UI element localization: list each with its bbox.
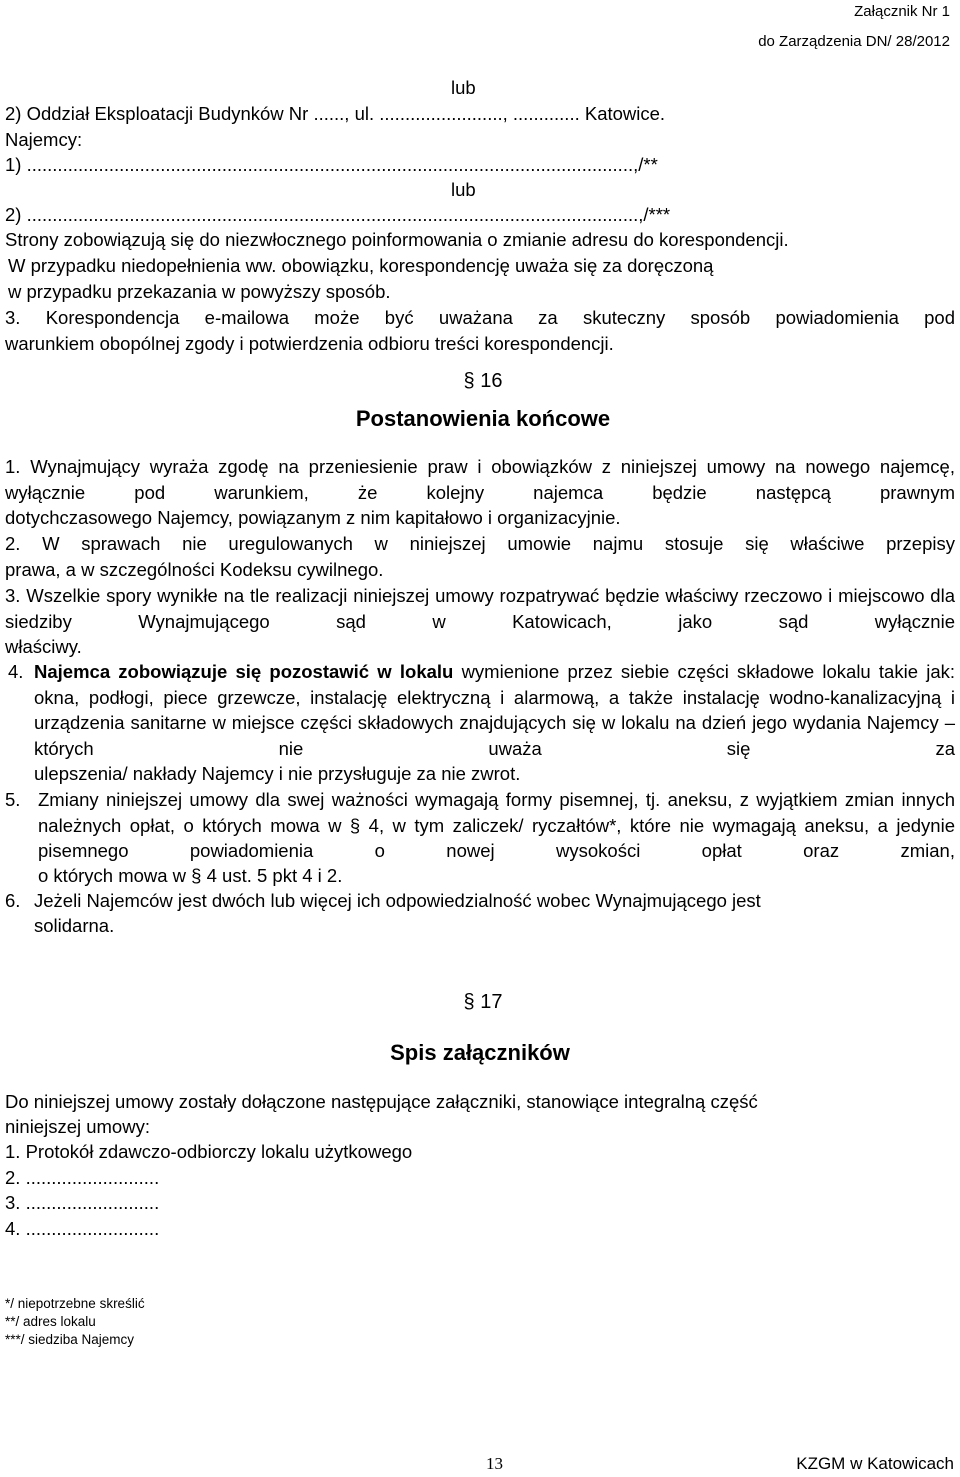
provision-5-number: 5. <box>5 789 21 810</box>
organization-name: KZGM w Katowicach <box>796 1454 954 1473</box>
provision-4-number: 4. <box>8 661 24 682</box>
attachment-item: 3. .......................... <box>5 1192 160 1213</box>
section-16-number: § 16 <box>463 370 503 392</box>
attachments-intro-line-1: Do niniejszej umowy zostały dołączone następujące załączniki, stanowiące integralną część <box>5 1091 758 1112</box>
branch-address-line: 2) Oddział Eksploatacji Budynków Nr ......, ul. ........................, ............. Katowice. <box>5 103 666 124</box>
final-provision-1: 1. Wynajmujący wyraża zgodę na przeniesienie praw i obowiązków z niniejszej umowy na nowego najemcę, wyłącznie pod warunkiem, że kolejny najemca będzie następcą prawnym <box>5 456 955 503</box>
footnote: **/ adres lokalu <box>5 1314 96 1329</box>
section-16-title: Postanowienia końcowe <box>355 406 611 431</box>
final-provision-1-last-line: dotychczasowego Najemcy, powiązanym z nim kapitałowo i organizacyjnie. <box>5 507 621 528</box>
provision-4-text: wymienione przez siebie części składowe lokalu takie jak: okna, podłogi, piece grzewcze, instalację elektryczną i alarmową, a także instalację wodno-kanalizacyjną i urządzenia sanitarne w miejsce części składowych znajdujących się w lokalu na dzień jego wydania Najemcy – których nie uważa się za <box>34 661 955 759</box>
section-17-number: § 17 <box>463 991 503 1013</box>
final-provision-2-last-line: prawa, a w szczególności Kodeksu cywilnego. <box>5 559 384 580</box>
footnote: */ niepotrzebne skreślić <box>5 1296 145 1311</box>
attachment-item: 2. .......................... <box>5 1167 160 1188</box>
final-provision-3: 3. Wszelkie spory wynikłe na tle realizacji niniejszej umowy rozpatrywać będzie właściwy rzeczowo i miejscowo dla siedziby Wynajmującego sąd w Katowicach, jako sąd wyłącznie <box>5 585 955 632</box>
tenant-line-2: 2) .......................................................................................................................,/*** <box>5 204 671 225</box>
attachment-item: 4. .......................... <box>5 1218 160 1239</box>
section-17-title: Spis załączników <box>390 1040 570 1065</box>
tenant-line-1: 1) ......................................................................................................................,/** <box>5 154 658 175</box>
attachments-intro-line-2: niniejszej umowy: <box>5 1116 150 1137</box>
final-provision-5-last-line: o których mowa w § 4 ust. 5 pkt 4 i 2. <box>38 865 343 886</box>
tenants-label: Najemcy: <box>5 129 83 150</box>
final-provision-4-last-line: ulepszenia/ nakłady Najemcy i nie przysługuje za nie zwrot. <box>34 763 521 784</box>
final-provision-3-last-line: właściwy. <box>5 636 82 657</box>
provision-6-number: 6. <box>5 890 21 911</box>
page-number: 13 <box>486 1454 503 1473</box>
delivery-clause-line-1: W przypadku niedopełnienia ww. obowiązku, korespondencję uważa się za doręczoną <box>8 255 714 276</box>
email-clause-line-1: 3. Korespondencja e-mailowa może być uważana za skuteczny sposób powiadomienia pod <box>5 307 955 328</box>
delivery-clause-line-2: w przypadku przekazania w powyższy sposób. <box>8 281 391 302</box>
or-separator: lub <box>451 179 476 200</box>
final-provision-5: Zmiany niniejszej umowy dla swej ważności wymagają formy pisemnej, tj. aneksu, z wyjątkiem zmian innych należnych opłat, o których mowa w § 4, w tym zaliczek/ ryczałtów*, które nie wymagają aneksu, a jedynie pisemnego powiadomienia o nowej wysokości opłat oraz zmian, <box>38 789 955 861</box>
footnote: ***/ siedziba Najemcy <box>5 1332 135 1347</box>
attachment-item: 1. Protokół zdawczo-odbiorczy lokalu użytkowego <box>5 1141 413 1162</box>
address-change-clause: Strony zobowiązują się do niezwłocznego poinformowania o zmianie adresu do korespondencji. <box>5 229 789 250</box>
regulation-reference: do Zarządzenia DN/ 28/2012 <box>758 33 950 50</box>
attachment-label: Załącznik Nr 1 <box>854 3 950 20</box>
email-clause-line-2: warunkiem obopólnej zgody i potwierdzenia odbioru treści korespondencji. <box>5 333 614 354</box>
final-provision-4 <box>34 659 955 761</box>
final-provision-2: 2. W sprawach nie uregulowanych w niniejszej umowie najmu stosuje się właściwe przepisy <box>5 533 955 554</box>
final-provision-6-line-2: solidarna. <box>34 915 115 936</box>
or-separator: lub <box>451 77 476 98</box>
final-provision-6-line-1: Jeżeli Najemców jest dwóch lub więcej ich odpowiedzialność wobec Wynajmującego jest <box>34 890 761 911</box>
provision-4-emphasis: Najemca zobowiązuje się pozostawić w lokalu <box>34 661 454 682</box>
